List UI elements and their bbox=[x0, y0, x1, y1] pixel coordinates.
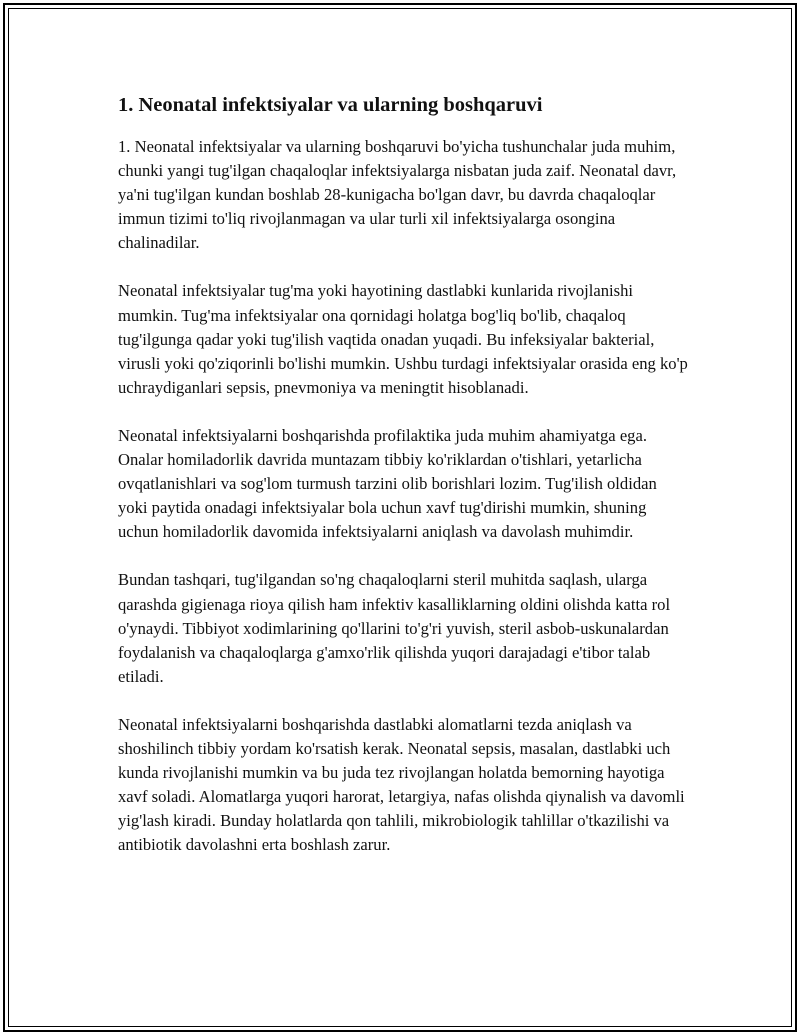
paragraph-1: 1. Neonatal infektsiyalar va ularning boshqaruvi bo'yicha tushunchalar juda muhim, chunki yangi tug'ilgan chaqaloqlar infektsiyalarga nisbatan juda zaif. Neonatal davr, ya'ni tug'ilgan kundan boshlab 28-kunigacha bo'lgan davr, bu davrda chaqaloqlar immun tizimi to'liq rivojlanmagan va ular turli xil infektsiyalarga osongina chalinadilar. bbox=[118, 137, 677, 253]
paragraph-4: Bundan tashqari, tug'ilgandan so'ng chaqaloqlarni steril muhitda saqlash, ularga qarashda gigienaga rioya qilish ham infektiv kasalliklarning oldini olishda katta rol o'ynaydi. Tibbiyot xodimlarining qo'llarini to'g'ri yuvish, steril asbob-uskunalardan foydalanish va chaqaloqlarga g'amxo'rlik qilishda yuqori darajadagi e'tibor talab etiladi. bbox=[118, 570, 671, 686]
paragraph-3: Neonatal infektsiyalarni boshqarishda profilaktika juda muhim ahamiyatga ega. Onalar homiladorlik davrida muntazam tibbiy ko'riklardan o'tishlari, yetarlicha ovqatlanishlari va sog'lom turmush tarzini olib borishlari lozim. Tug'ilish oldidan yoki paytida onadagi infektsiyalar bola uchun xavf tug'dirishi mumkin, shuning uchun homiladorlik davomida infektsiyalarni aniqlash va davolash muhimdir. bbox=[118, 425, 657, 542]
paragraph-2: Neonatal infektsiyalar tug'ma yoki hayotining dastlabki kunlarida rivojlanishi mumkin. Tug'ma infektsiyalar ona qornidagi holatga bog'liq bo'lib, chaqaloq tug'ilgunga qadar yoki tug'ilish vaqtida onadan yuqadi. Bu infeksiyalar bakterial, virusli yoki qo'ziqorinli bo'lishi mumkin. Ushbu turdagi infektsiyalar orasida eng ko'p uchraydiganlari sepsis, pnevmoniya va meningtit hisoblanadi. bbox=[118, 281, 688, 397]
document-body bbox=[118, 91, 688, 881]
document-title: 1. Neonatal infektsiyalar va ularning boshqaruvi bbox=[118, 94, 543, 116]
paragraph-5: Neonatal infektsiyalarni boshqarishda dastlabki alomatlarni tezda aniqlash va shoshilinch tibbiy yordam ko'rsatish kerak. Neonatal sepsis, masalan, dastlabki uch kunda rivojlanishi mumkin va bu juda tez rivojlangan holatda bemorning hayotiga xavf soladi. Alomatlarga yuqori harorat, letargiya, nafas olishda qiynalish va davomli yig'lash kiradi. Bunday holatlarda qon tahlili, mikrobiologik tahlillar o'tkazilishi va antibiotik davolashni erta boshlash zarur. bbox=[118, 714, 685, 855]
